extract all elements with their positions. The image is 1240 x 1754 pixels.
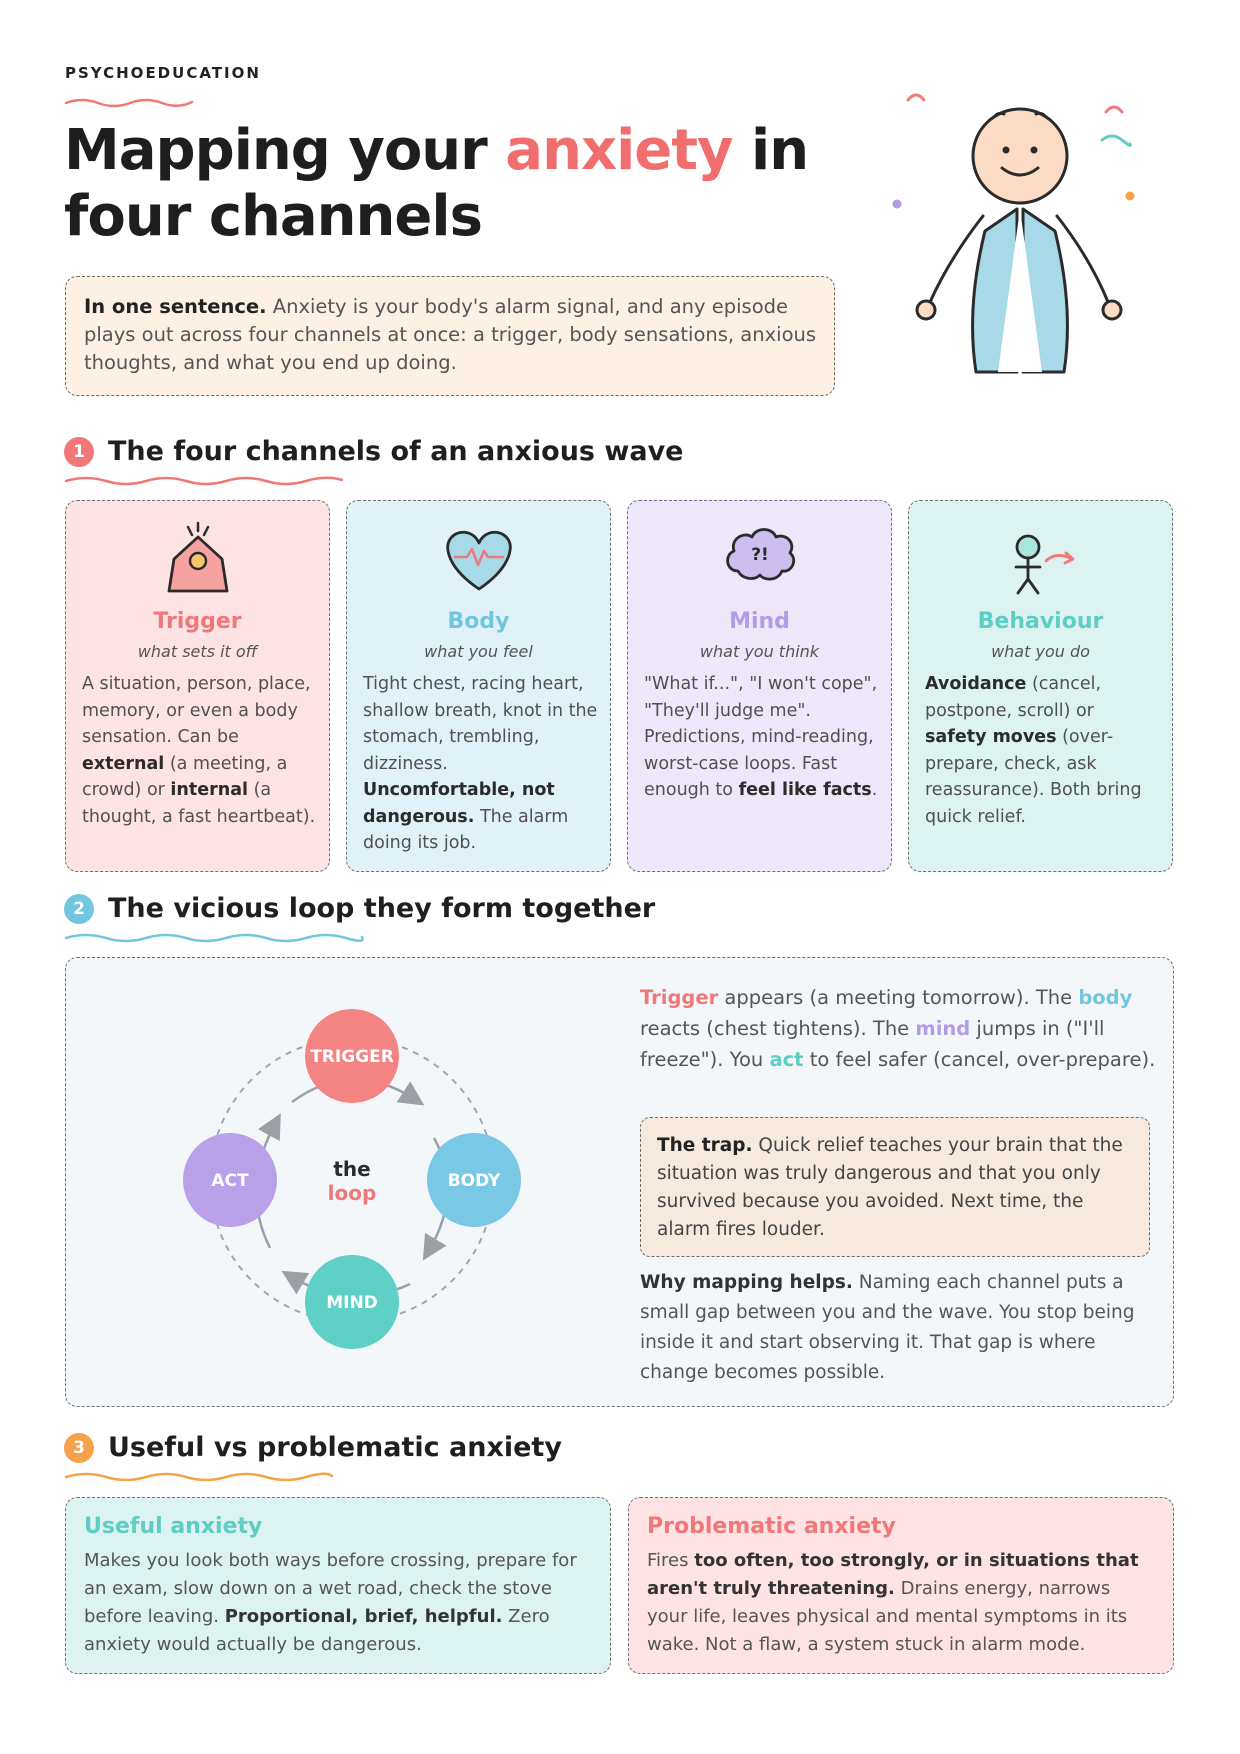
story-body: body (1078, 986, 1133, 1009)
card-behaviour-body (925, 671, 1160, 830)
page-title (64, 118, 824, 250)
card-trigger-text-5: (a thought, a fast heartbeat). (82, 780, 316, 827)
why-lead: Why mapping helps. (640, 1272, 853, 1293)
section-1-title: The four channels of an anxious wave (108, 436, 684, 467)
card-mind-text-1: "What if...", "I won't cope", "They'll judge me". Predictions, mind-reading, worst-case loops. Fast enough to (644, 674, 878, 800)
card-body-subtitle: what you feel (424, 642, 533, 661)
card-body-body (363, 671, 598, 857)
useful-anxiety-title: Useful anxiety (84, 1514, 263, 1539)
section-2-number: 2 (64, 894, 94, 924)
card-trigger-title: Trigger (153, 609, 242, 634)
section-3-header (64, 1432, 562, 1463)
story-text-1: appears (a meeting tomorrow). The (718, 986, 1079, 1009)
card-mind-title: Mind (729, 609, 790, 634)
section-3-number: 3 (64, 1433, 94, 1463)
card-trigger-text-1: A situation, person, place, memory, or even a body sensation. Can be (82, 674, 311, 747)
stick-figure-walking-icon (996, 517, 1086, 599)
heart-pulse-icon (439, 517, 519, 599)
section-1-number: 1 (64, 437, 94, 467)
section-3-title: Useful vs problematic anxiety (108, 1432, 562, 1463)
title-accent: anxiety (505, 118, 733, 183)
story-trigger: Trigger (640, 986, 719, 1009)
problematic-text-2: too often, too strongly, or in situations that aren't truly threatening. (647, 1550, 1139, 1599)
useful-text-2: Proportional, brief, helpful. (224, 1606, 503, 1627)
card-body-text-1: Tight chest, racing heart, shallow breath, knot in the stomach, trembling, dizziness. (363, 674, 598, 774)
why-mapping-helps (640, 1268, 1160, 1388)
summary-text: Anxiety is your body's alarm signal, and any episode plays out across four channels at once: a trigger, body sensations, anxious thoughts, and what you end up doing. (84, 295, 817, 374)
card-mind (627, 500, 892, 872)
section-2-title: The vicious loop they form together (108, 893, 656, 924)
card-mind-text-3: . (871, 780, 878, 800)
story-text-4: to feel safer (cancel, over-prepare). (803, 1048, 1156, 1071)
problematic-anxiety-body (647, 1547, 1155, 1659)
useful-anxiety-card (65, 1497, 611, 1674)
loop-center-line1: the (333, 1157, 371, 1181)
problematic-text-1: Fires (647, 1550, 695, 1571)
card-body (346, 500, 611, 872)
problematic-text-3: Drains energy, narrows your life, leaves physical and mental symptoms in its wake. Not a flaw, a system stuck in alarm mode. (647, 1578, 1128, 1655)
story-act: act (769, 1048, 804, 1071)
card-body-text-3: The alarm doing its job. (363, 806, 569, 853)
card-mind-subtitle: what you think (699, 642, 820, 661)
useful-text-1: Makes you look both ways before crossing, prepare for an exam, slow down on a wet road, check the stove before leaving. (84, 1550, 577, 1627)
trap-text: Quick relief teaches your brain that the situation was truly dangerous and that you only survived because you avoided. Next time, the alarm fires louder. (657, 1135, 1123, 1240)
card-trigger-text-4: internal (170, 780, 249, 800)
loop-node-body (427, 1133, 521, 1227)
card-mind-text-2: feel like facts (738, 780, 872, 800)
trap-lead: The trap. (657, 1135, 753, 1156)
card-behaviour-text-1: Avoidance (925, 674, 1027, 694)
section-2-header (64, 893, 655, 924)
story-text-2: reacts (chest tightens). The (640, 1017, 916, 1040)
card-body-text-2: Uncomfortable, not dangerous. (363, 780, 555, 827)
card-body-title: Body (447, 609, 510, 634)
useful-text-3: Zero anxiety would actually be dangerous. (84, 1606, 550, 1655)
card-behaviour-text-4: (over-prepare, check, ask reassurance). Both bring quick relief. (925, 727, 1142, 827)
title-part2: in four channels (64, 118, 809, 249)
card-trigger-subtitle: what sets it off (137, 642, 258, 661)
problematic-anxiety-card (628, 1497, 1174, 1674)
section-1-squiggle (64, 474, 344, 486)
title-part1: Mapping your (64, 118, 506, 183)
alarm-bell-icon (158, 517, 238, 599)
trap-callout (640, 1117, 1150, 1257)
loop-node-trigger (305, 1009, 399, 1103)
card-mind-body (644, 671, 879, 804)
card-trigger-body (82, 671, 317, 830)
loop-story (640, 982, 1160, 1075)
card-behaviour-subtitle: what you do (991, 642, 1090, 661)
story-mind: mind (915, 1017, 971, 1040)
section-1-header (64, 436, 683, 467)
section-3-squiggle (64, 1470, 334, 1482)
card-trigger (65, 500, 330, 872)
loop-label-trigger: TRIGGER (310, 1047, 394, 1067)
why-text: Naming each channel puts a small gap between you and the wave. You stop being inside it and start observing it. That gap is where change becomes possible. (640, 1272, 1135, 1383)
eyebrow-squiggle (64, 96, 194, 108)
card-behaviour-title: Behaviour (977, 609, 1104, 634)
loop-label-act: ACT (211, 1171, 249, 1191)
card-trigger-text-3: (a meeting, a crowd) or (82, 753, 288, 800)
thought-cloud-icon (720, 517, 800, 599)
eyebrow-label: PSYCHOEDUCATION (65, 64, 261, 82)
card-behaviour (908, 500, 1173, 872)
thought-cloud-text: ?! (750, 545, 769, 565)
loop-node-mind (305, 1255, 399, 1349)
summary-box (65, 276, 835, 396)
loop-center-line2: loop (327, 1181, 377, 1205)
loop-label-body: BODY (447, 1171, 501, 1191)
story-text-3: jumps in ("I'll freeze"). You (640, 1017, 1105, 1071)
loop-label-mind: MIND (326, 1293, 378, 1313)
problematic-anxiety-title: Problematic anxiety (647, 1514, 896, 1539)
summary-lead: In one sentence. (84, 295, 267, 318)
loop-node-act (183, 1133, 277, 1227)
card-trigger-text-2: external (82, 753, 165, 774)
useful-anxiety-body (84, 1547, 592, 1659)
card-behaviour-text-2: (cancel, postpone, scroll) or (925, 674, 1102, 721)
section-2-squiggle (64, 931, 364, 943)
mascot-figure-icon (880, 88, 1140, 388)
vicious-loop-diagram (170, 1000, 570, 1370)
card-behaviour-text-3: safety moves (925, 727, 1057, 747)
